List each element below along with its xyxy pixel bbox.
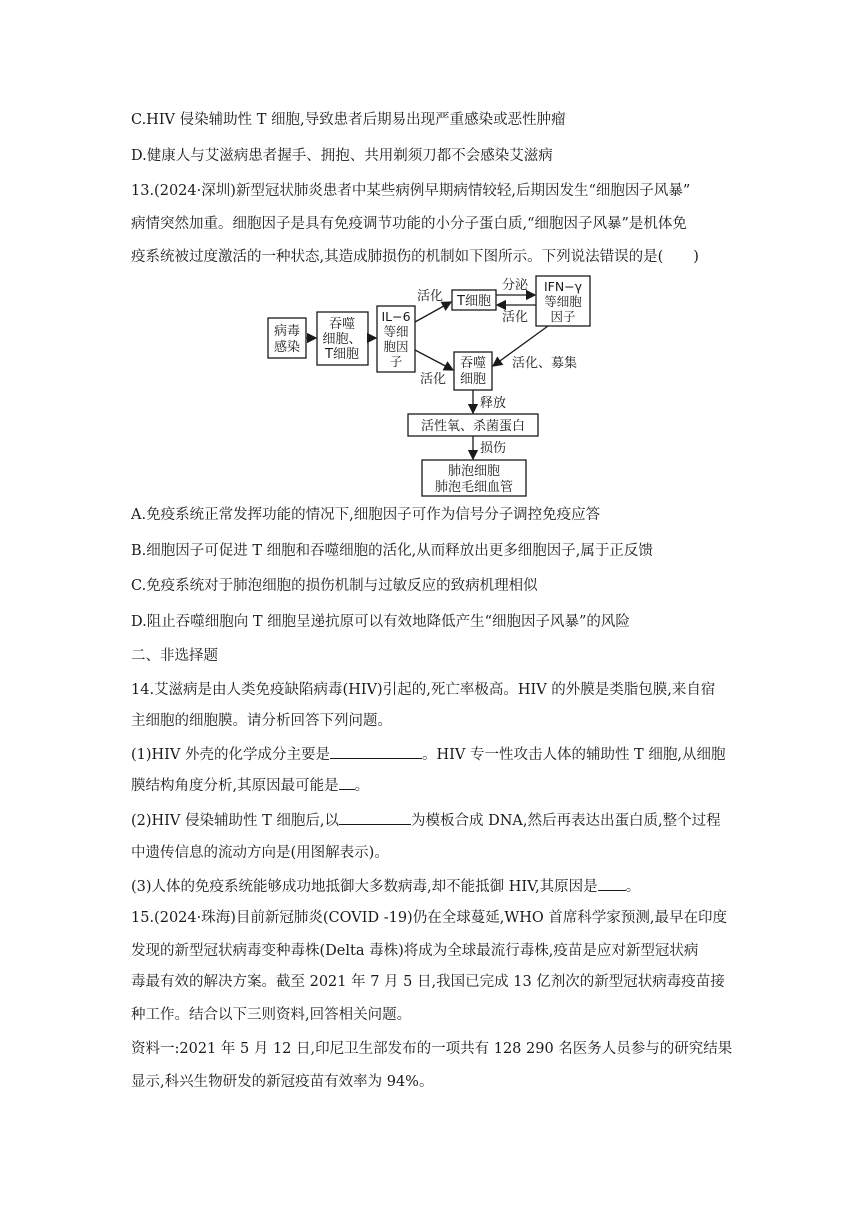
q13-stem-line1: 13.(2024·深圳)新型冠状肺炎患者中某些病例早期病情较轻,后期因发生“细胞因子风暴” bbox=[131, 183, 691, 199]
q14-part2-text2: 为模板合成 DNA,然后再表达出蛋白质,整个过程 bbox=[411, 813, 721, 829]
q15-stem-line4: 种工作。结合以下三则资料,回答相关问题。 bbox=[131, 1007, 412, 1023]
phagocyte-text-1: 吞噬 bbox=[459, 356, 487, 371]
label-activate-top: 活化 bbox=[417, 289, 444, 304]
q15-material1-line2: 显示,科兴生物研发的新冠疫苗有效率为 94%。 bbox=[131, 1074, 434, 1090]
phago-t-text-3: T细胞 bbox=[325, 347, 359, 362]
q14-part1-line2-text: 膜结构角度分析,其原因最可能是 bbox=[131, 778, 339, 794]
q14-part2-line1 bbox=[131, 810, 721, 831]
q14-part1-text2: 。HIV 专一性攻击人体的辅助性 T 细胞,从细胞 bbox=[422, 747, 726, 763]
q15-stem-line2: 发现的新型冠状病毒变种毒株(Delta 毒株)将成为全球最流行毒株,疫苗是应对新型冠状病 bbox=[131, 943, 699, 959]
q15-stem-line3: 毒最有效的解决方案。截至 2021 年 7 月 5 日,我国已完成 13 亿剂次的新型冠状病毒疫苗接 bbox=[131, 974, 725, 990]
q13-stem-line2: 病情突然加重。细胞因子是具有免疫调节功能的小分子蛋白质,“细胞因子风暴”是机体免 bbox=[131, 216, 687, 232]
lung-text-2: 肺泡毛细血管 bbox=[434, 480, 514, 495]
cytokine-storm-diagram bbox=[262, 270, 602, 500]
q15-material1-line1: 资料一:2021 年 5 月 12 日,印尼卫生部发布的一项共有 128 290 名医务人员参与的研究结果 bbox=[131, 1041, 733, 1057]
label-activate-recruit: 活化、募集 bbox=[512, 356, 578, 371]
q14-part2-blank[interactable] bbox=[339, 810, 411, 825]
t-cell-text: T细胞 bbox=[457, 294, 491, 309]
ifn-text-2: 等细胞 bbox=[544, 294, 582, 309]
label-activate-back: 活化 bbox=[502, 310, 529, 325]
q14-stem-line2: 主细胞的细胞膜。请分析回答下列问题。 bbox=[131, 713, 392, 729]
q12-option-d: D.健康人与艾滋病患者握手、拥抱、共用剃须刀都不会感染艾滋病 bbox=[131, 148, 553, 164]
q14-part1-blank1[interactable] bbox=[330, 744, 422, 759]
q13-option-c: C.免疫系统对于肺泡细胞的损伤机制与过敏反应的致病机理相似 bbox=[131, 578, 538, 594]
q13-option-a: A.免疫系统正常发挥功能的情况下,细胞因子可作为信号分子调控免疫应答 bbox=[131, 507, 601, 523]
il6-text-4: 子 bbox=[389, 354, 403, 369]
arrow-il6-to-phagocyte bbox=[415, 350, 453, 370]
q14-part3-text: (3)人体的免疫系统能够成功地抵御大多数病毒,却不能抵御 HIV,其原因是 bbox=[131, 879, 598, 895]
virus-text-1: 病毒 bbox=[273, 324, 301, 339]
q13-answer-paren: ) bbox=[693, 249, 699, 265]
phagocyte-text-2: 细胞 bbox=[459, 372, 487, 387]
ros-text: 活性氧、杀菌蛋白 bbox=[420, 419, 526, 434]
q12-option-c: C.HIV 侵染辅助性 T 细胞,导致患者后期易出现严重感染或恶性肿瘤 bbox=[131, 112, 566, 128]
q14-part3-blank[interactable] bbox=[598, 876, 626, 891]
q14-part3 bbox=[131, 876, 640, 897]
q14-part1-line2 bbox=[131, 775, 369, 796]
q14-part1-text: (1)HIV 外壳的化学成分主要是 bbox=[131, 747, 330, 763]
q15-stem-line1: 15.(2024·珠海)目前新冠肺炎(COVID -19)仍在全球蔓延,WHO 首席科学家预测,最早在印度 bbox=[131, 910, 727, 926]
q13-stem-line3-text: 疫系统被过度激活的一种状态,其造成肺损伤的机制如下图所示。下列说法错误的是( bbox=[131, 249, 664, 265]
q13-option-d: D.阻止吞噬细胞向 T 细胞呈递抗原可以有效地降低产生“细胞因子风暴”的风险 bbox=[131, 614, 630, 630]
q14-part1-line1 bbox=[131, 744, 725, 765]
phago-t-text-2: 细胞、 bbox=[322, 332, 362, 347]
label-damage: 损伤 bbox=[480, 441, 507, 456]
q14-part2-text: (2)HIV 侵染辅助性 T 细胞后,以 bbox=[131, 813, 339, 829]
section-heading: 二、非选择题 bbox=[131, 648, 218, 664]
q14-stem-line1: 14.艾滋病是由人类免疫缺陷病毒(HIV)引起的,死亡率极高。HIV 的外膜是类脂包膜,来自宿 bbox=[131, 682, 716, 698]
lung-text-1: 肺泡细胞 bbox=[447, 464, 501, 479]
q13-stem-line3 bbox=[131, 247, 699, 267]
ifn-text-3: 因子 bbox=[550, 309, 576, 324]
label-secrete: 分泌 bbox=[502, 278, 529, 293]
phago-t-text-1: 吞噬 bbox=[328, 317, 356, 332]
il6-text-3: 胞因 bbox=[383, 339, 409, 354]
q14-part2-line2: 中遗传信息的流动方向是(用图解表示)。 bbox=[131, 845, 389, 861]
il6-text-2: 等细 bbox=[383, 324, 409, 339]
il6-text-1: IL−6 bbox=[381, 309, 411, 324]
q14-part3-end: 。 bbox=[625, 879, 641, 895]
virus-text-2: 感染 bbox=[273, 340, 301, 355]
q14-part1-end: 。 bbox=[354, 778, 370, 794]
ifn-text-1: IFN−γ bbox=[543, 279, 583, 294]
label-activate-bottom: 活化 bbox=[420, 372, 447, 387]
q14-part1-blank2[interactable] bbox=[339, 775, 355, 790]
label-release: 释放 bbox=[480, 396, 507, 411]
arrow-il6-to-tcell bbox=[415, 302, 451, 322]
q13-option-b: B.细胞因子可促进 T 细胞和吞噬细胞的活化,从而释放出更多细胞因子,属于正反馈 bbox=[131, 543, 653, 559]
